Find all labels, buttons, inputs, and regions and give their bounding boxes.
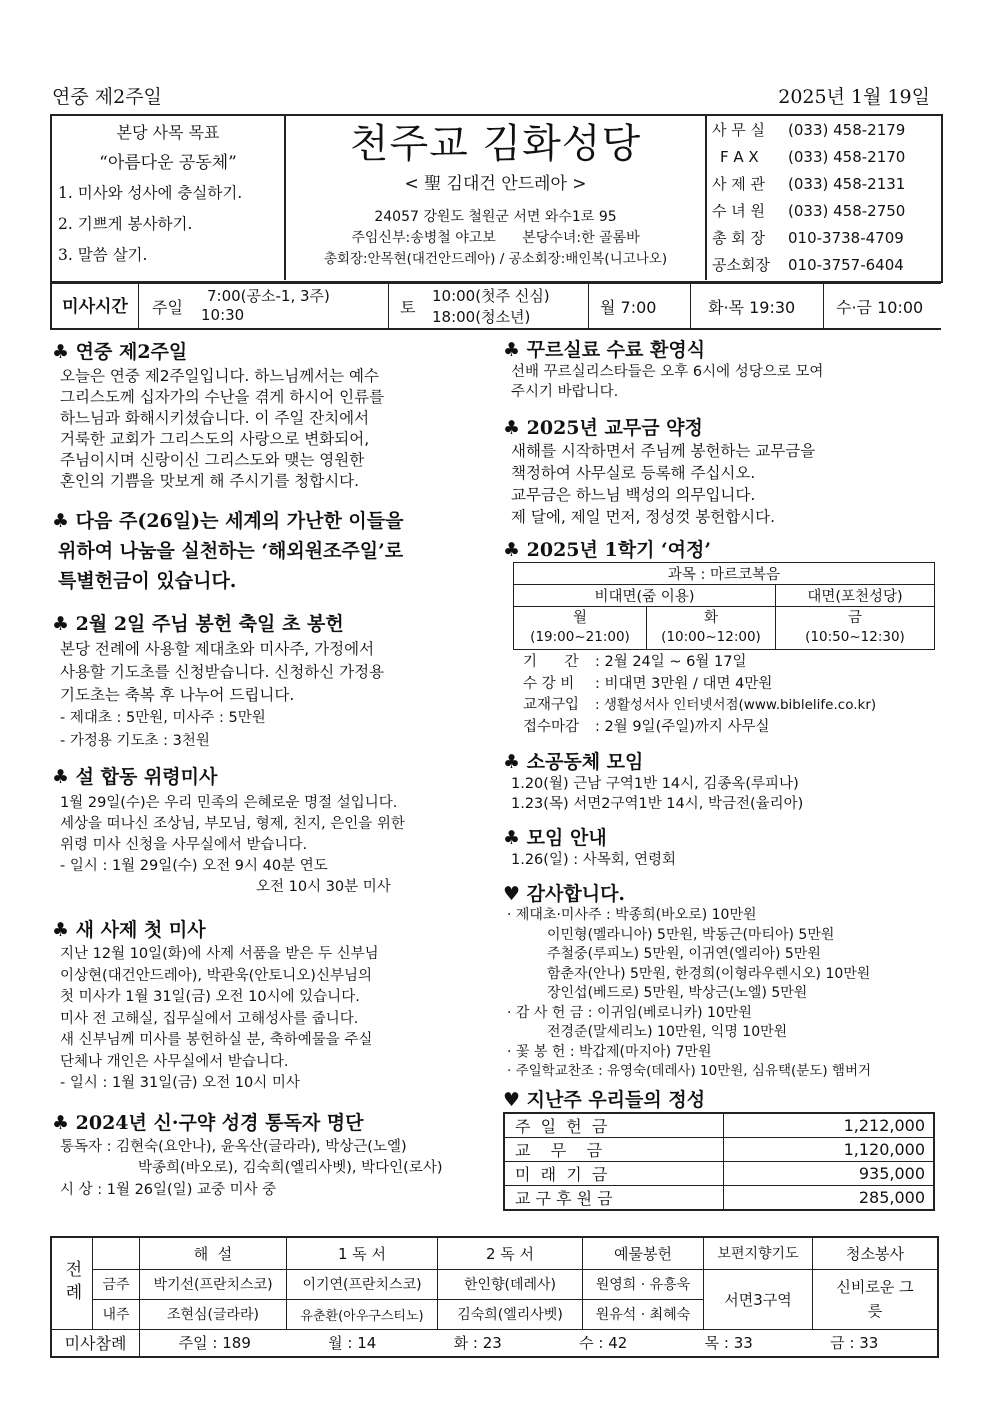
goal-item: 1. 미사와 성사에 충실하기.	[58, 184, 243, 202]
contact-row: 사 제 관 (033) 458-2131	[712, 175, 906, 193]
cleaning-cell: 신비로운 그릇	[813, 1269, 939, 1329]
section-title: ♣ 설 합동 위령미사	[52, 766, 218, 788]
saturday-label: 토	[400, 298, 416, 317]
thanks-line: · 꽃 봉 헌 : 박갑제(마지아) 7만원	[507, 1043, 712, 1060]
course-info: 접수마감 : 2월 9일(주일)까지 사무실	[523, 718, 770, 735]
section-title: ♣ 2024년 신·구약 성경 통독자 명단	[52, 1111, 364, 1134]
liturgy-cell: 이기연(프란치스코)	[287, 1269, 438, 1299]
church-patron: < 聖 김대건 안드레아 >	[404, 174, 587, 194]
section-title: ♣ 2025년 교무금 약정	[503, 417, 703, 439]
thanks-line: · 주일학교찬조 : 유영숙(데레사) 10만원, 심유택(분도) 햄버거	[507, 1063, 872, 1079]
liturgy-cell: 유춘환(아우구스티노)	[287, 1299, 438, 1329]
prayer-cell: 서면3구역	[704, 1269, 813, 1329]
column-header: 보편지향기도	[704, 1237, 813, 1269]
list-item: - 가정용 기도초 : 3천원	[60, 733, 210, 749]
contact-row: 사 무 실 (033) 458-2179	[712, 121, 906, 139]
goal-item: 2. 기쁘게 봉사하기.	[58, 215, 193, 233]
section-title: ♣ 모임 안내	[503, 827, 607, 849]
nun: 본당수녀:한 골롬바	[522, 230, 640, 246]
mass-times-label: 미사시간	[62, 297, 128, 317]
list-item: 오전 10시 30분 미사	[256, 879, 391, 895]
text-line: 새해를 시작하면서 주님께 봉헌하는 교무금을	[511, 442, 816, 460]
text-line: 박종희(바오로), 김숙희(엘리사벳), 박다인(로사)	[138, 1160, 443, 1176]
saturday-mass-2: 18:00(청소년)	[432, 308, 531, 326]
thanks-line: 장인섭(베드로) 5만원, 박상근(노엘) 5만원	[547, 985, 808, 1001]
saturday-mass-1: 10:00(첫주 신심)	[432, 287, 550, 305]
text-line: 그리스도께 십자가의 수난을 겪게 하시어 인류를	[60, 388, 385, 406]
offering-label: 미 래 기 금	[504, 1161, 724, 1185]
text-line: 단체나 개인은 사무실에서 받습니다.	[60, 1053, 289, 1070]
text-line: 기도초는 축복 후 나누어 드립니다.	[60, 686, 295, 704]
pastor: 주임신부:송병철 야고보	[351, 230, 496, 246]
contact-row: 총 회 장 010-3738-4709	[712, 229, 904, 247]
text-line: 선배 꾸르실리스타들은 오후 6시에 성당으로 모여	[511, 364, 824, 380]
offering-label: 교 구 후 원 금	[504, 1185, 724, 1210]
section-title: ♣ 2025년 1학기 ‘여정’	[503, 539, 711, 561]
row-label: 금주	[93, 1269, 140, 1299]
right-column	[503, 338, 939, 1211]
text-line: 새 신부님께 미사를 봉헌하실 분, 축하예물을 주실	[60, 1032, 373, 1048]
text-line: 1.26(일) : 사목회, 연령회	[511, 852, 676, 868]
list-item: - 일시 : 1월 29일(수) 오전 9시 40분 연도	[60, 858, 328, 874]
sunday-label: 주일	[152, 298, 183, 317]
text-line: 위령 미사 신청을 사무실에서 받습니다.	[60, 837, 308, 853]
attendance-count: 화 : 23	[453, 1334, 502, 1353]
text-line: 1월 29일(수)은 우리 민족의 은혜로운 명절 설입니다.	[60, 795, 398, 811]
attendance-count: 월 : 14	[328, 1334, 377, 1353]
course-day: 금	[847, 610, 862, 626]
offering-label: 주 일 헌 금	[504, 1113, 724, 1138]
notice-line: 특별헌금이 있습니다.	[58, 570, 237, 592]
text-line: 거룩한 교회가 그리스도의 사랑으로 변화되어,	[60, 430, 370, 448]
offline-label: 대면(포천성당)	[776, 585, 935, 607]
text-line: 사용할 기도초를 신청받습니다. 신청하신 가정용	[60, 663, 385, 681]
bulletin-date: 2025년 1월 19일	[778, 86, 930, 108]
liturgy-cell: 조현심(글라라)	[140, 1299, 287, 1329]
course-info: 수 강 비 : 비대면 3만원 / 대면 4만원	[523, 675, 773, 692]
liturgy-cell: 박기선(프란치스코)	[140, 1269, 287, 1299]
offering-label: 교 무 금	[504, 1137, 724, 1161]
column-header: 2 독 서	[438, 1237, 583, 1269]
text-line: 미사 전 고해실, 집무실에서 고해성사를 줍니다.	[60, 1010, 359, 1027]
left-column	[52, 340, 492, 1201]
text-line: 1.20(월) 근남 구역1반 14시, 김종옥(루피나)	[511, 776, 799, 792]
column-header: 청소봉사	[813, 1237, 939, 1269]
week-label: 연중 제2주일	[52, 86, 162, 108]
course-time: (10:00~12:00)	[661, 629, 761, 645]
text-line: - 일시 : 1월 31일(금) 오전 10시 미사	[60, 1075, 300, 1091]
church-address: 24057 강원도 철원군 서면 와수1로 95	[374, 209, 617, 225]
liturgy-table	[50, 1236, 939, 1358]
attendance-label: 미사참례	[51, 1329, 140, 1357]
thanks-line: 함춘자(안나) 5만원, 한경희(이형라우렌시오) 10만원	[547, 965, 871, 982]
section-title: ♣ 꾸르실료 수료 환영식	[503, 339, 706, 361]
notice-line: ♣ 다음 주(26일)는 세계의 가난한 이들을	[52, 510, 404, 532]
wed-fri-mass: 수·금 10:00	[836, 298, 924, 317]
section-title: ♣ 소공동체 모임	[503, 751, 644, 773]
section-title: ♥ 지난주 우리들의 정성	[503, 1088, 706, 1111]
thanks-line: · 제대초·미사주 : 박종희(바오로) 10만원	[507, 907, 757, 923]
course-subject: 과목 : 마르코복음	[514, 563, 935, 585]
text-line: 이상현(대건안드레아), 박관욱(안토니오)신부님의	[60, 967, 372, 984]
online-label: 비대면(줌 이용)	[514, 585, 776, 607]
liturgy-cell: 김숙희(엘리사벳)	[438, 1299, 583, 1329]
attendance-count: 금 : 33	[830, 1334, 879, 1353]
text-line: 혼인의 기쁨을 맛보게 해 주시기를 청합시다.	[60, 472, 360, 490]
list-item: - 제대초 : 5만원, 미사주 : 5만원	[60, 710, 266, 726]
offering-amount: 935,000	[724, 1161, 935, 1185]
liturgy-label: 전례	[51, 1237, 93, 1329]
text-line: 오늘은 연중 제2주일입니다. 하느님께서는 예수	[60, 367, 379, 385]
church-name: 천주교 김화성당	[349, 121, 642, 167]
text-line: 교무금은 하느님 백성의 의무입니다.	[511, 486, 756, 504]
thanks-line: 주철중(루피노) 5만원, 이귀연(엘리아) 5만원	[547, 946, 821, 962]
text-line: 시 상 : 1월 26일(일) 교중 미사 중	[60, 1181, 277, 1198]
section-title: ♣ 새 사제 첫 미사	[52, 919, 206, 941]
goal-motto: “아름다운 공동체”	[99, 153, 237, 173]
thanks-line: 이민형(멜라니아) 5만원, 박동근(마티아) 5만원	[547, 926, 835, 943]
text-line: 책정하여 사무실로 등록해 주십시오.	[511, 464, 756, 482]
course-time: (19:00~21:00)	[530, 629, 630, 645]
goal-item: 3. 말씀 살기.	[58, 246, 148, 264]
sunday-mass-1: 7:00(공소-1, 3주)	[207, 287, 330, 305]
course-day: 화	[703, 610, 718, 626]
course-day: 월	[572, 610, 587, 626]
attendance-count: 주일 : 189	[178, 1334, 251, 1353]
monday-mass: 월 7:00	[600, 298, 657, 317]
liturgy-cell: 원영희 · 유흥욱	[583, 1269, 704, 1299]
offering-amount: 1,120,000	[724, 1137, 935, 1161]
offering-table	[503, 1112, 935, 1211]
column-header: 1 독 서	[287, 1237, 438, 1269]
text-line: 통독자 : 김현숙(요안나), 윤옥산(글라라), 박상근(노엘)	[60, 1138, 407, 1155]
attendance-count: 수 : 42	[579, 1334, 628, 1353]
contact-row: 공소회장 010-3757-6404	[712, 256, 904, 274]
section-title: ♥ 감사합니다.	[503, 883, 626, 905]
church-block	[286, 115, 705, 270]
text-line: 주시기 바랍니다.	[511, 384, 619, 400]
section-title: ♣ 2월 2일 주님 봉헌 축일 초 봉헌	[52, 613, 344, 635]
contact-row: 수 녀 원 (033) 458-2750	[712, 202, 906, 220]
course-info: 기 간 : 2월 24일 ~ 6월 17일	[523, 654, 747, 670]
section-title: ♣ 연중 제2주일	[52, 341, 188, 363]
parish-goal	[52, 118, 284, 271]
course-time: (10:50~12:30)	[805, 629, 905, 645]
presidents: 총회장:안목현(대건안드레아) / 공소회장:배인복(니고나오)	[323, 251, 668, 267]
row-label: 내주	[93, 1299, 140, 1329]
column-header: 예물봉헌	[583, 1237, 704, 1269]
notice-line: 위하여 나눔을 실천하는 ‘해외원조주일’로	[58, 540, 404, 562]
text-line: 1.23(목) 서면2구역1반 14시, 박금전(율리아)	[511, 796, 804, 812]
column-header: 해 설	[140, 1237, 287, 1269]
text-line: 하느님과 화해시키셨습니다. 이 주일 잔치에서	[60, 409, 370, 427]
course-info: 교재구입 : 생활성서사 인터넷서점(www.biblelife.co.kr)	[523, 697, 877, 713]
text-line: 지난 12월 10일(화)에 사제 서품을 받은 두 신부님	[60, 946, 379, 962]
thanks-line: 전경준(말세리노) 10만원, 익명 10만원	[547, 1024, 788, 1040]
thanks-line: · 감 사 헌 금 : 이귀임(베로니카) 10만원	[507, 1004, 752, 1021]
text-line: 첫 미사가 1월 31일(금) 오전 10시에 있습니다.	[60, 989, 360, 1005]
text-line: 주님이시며 신랑이신 그리스도와 맺는 영원한	[60, 451, 365, 469]
liturgy-cell: 원유석 · 최혜숙	[583, 1299, 704, 1329]
offering-amount: 1,212,000	[724, 1113, 935, 1138]
contact-list	[712, 117, 936, 279]
text-line: 제 달에, 제일 먼저, 정성껏 봉헌합시다.	[511, 508, 776, 526]
contact-row: F A X (033) 458-2170	[720, 148, 906, 166]
text-line: 본당 전례에 사용할 제대초와 미사주, 가정에서	[60, 640, 375, 658]
attendance-count: 목 : 33	[704, 1334, 753, 1353]
liturgy-cell: 한인향(데레사)	[438, 1269, 583, 1299]
sunday-mass-2: 10:30	[201, 306, 245, 324]
text-line: 세상을 떠나신 조상님, 부모님, 형제, 친지, 은인을 위한	[60, 816, 405, 832]
tue-thu-mass: 화·목 19:30	[708, 298, 796, 317]
goal-title: 본당 사목 목표	[116, 123, 220, 142]
offering-amount: 285,000	[724, 1185, 935, 1210]
course-table	[513, 562, 935, 650]
